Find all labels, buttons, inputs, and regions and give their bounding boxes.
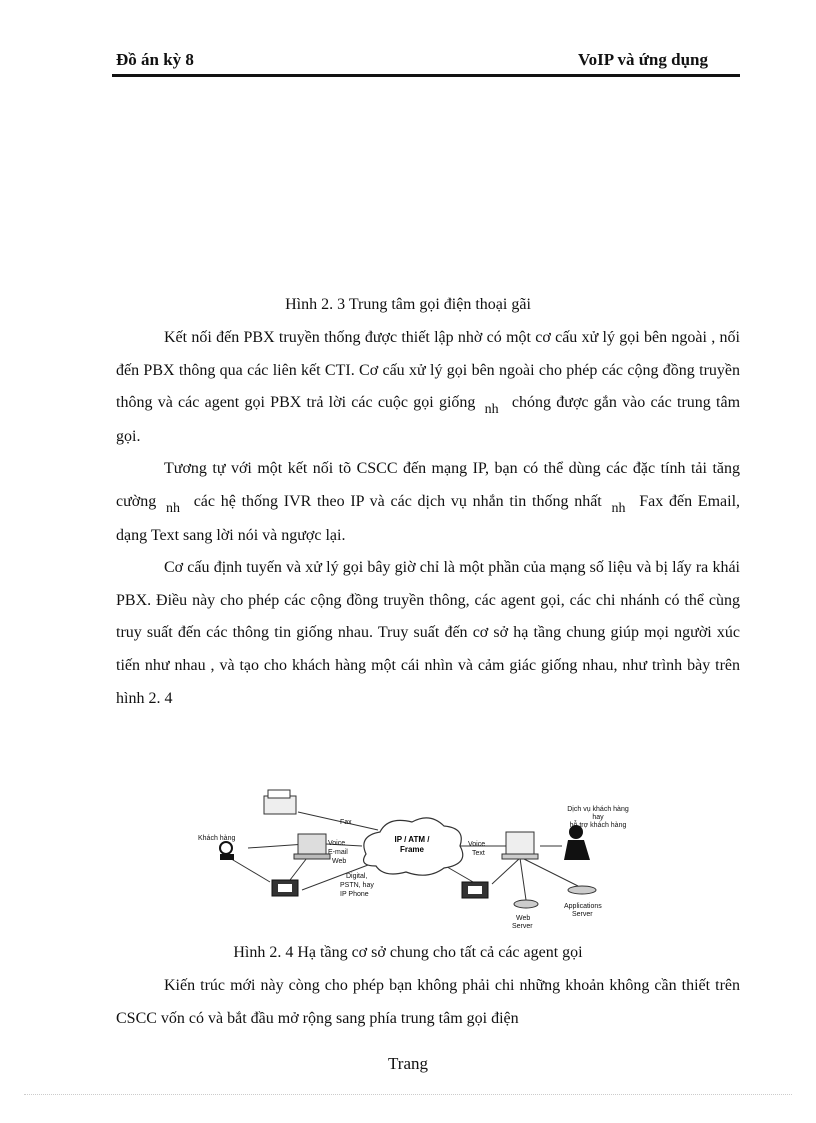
paragraph-2 xyxy=(116,453,740,552)
agent-icon xyxy=(564,825,590,860)
label-web-server-2: Server xyxy=(512,923,533,930)
label-email: E-mail xyxy=(328,849,348,856)
label-dichvu-3: hỗ trợ khách hàng xyxy=(569,822,627,829)
paragraph-4: Kiến trúc mới này còng cho phép bạn không phải chi những khoản không cần thiết trên CSCC vốn có và bắt đầu mở rộng sang phía trung tâm gọi điện xyxy=(116,977,740,1027)
figure-4-diagram xyxy=(180,782,660,947)
header-left: Đồ án kỳ 8 xyxy=(116,50,194,69)
body-text-top xyxy=(116,322,740,715)
right-phone-icon xyxy=(462,882,488,898)
label-fax: Fax xyxy=(340,819,352,826)
body-text-bottom xyxy=(116,970,740,1035)
p2-sub-2: nh xyxy=(611,500,626,516)
footer-dotted-line xyxy=(24,1094,792,1095)
label-digital-2: PSTN, hay xyxy=(340,882,374,889)
page-header xyxy=(112,46,740,77)
left-phone-icon xyxy=(272,880,298,896)
label-digital-3: IP Phone xyxy=(340,891,369,898)
cloud-label-1: IP / ATM / xyxy=(394,835,430,844)
p1-text-a: Kết nối đến PBX truyền thống được thiết lập nhờ có một cơ cấu xử lý gọi bên ngoài , nối đến PBX thông qua các liên kết CTI. Cơ cấu xử lý gọi bên ngoài cho phép các cộng đồng truyền thông và các agent gọi PBX trả lời các cuộc gọi giống xyxy=(116,329,740,412)
label-app-1: Applications xyxy=(564,903,602,910)
label-digital-1: Digital, xyxy=(346,873,368,880)
network-cloud xyxy=(364,818,463,875)
label-web: Web xyxy=(332,858,347,865)
p1-text-b: chóng được gắn vào các trung tâm gọi. xyxy=(116,394,741,445)
p2-text-b: các hệ thống IVR theo IP và các dịch vụ nhắn tin thống nhất xyxy=(193,492,602,510)
p2-text-c: Fax đến Email, dạng Text sang lời nói và ngược lại. xyxy=(116,492,741,544)
left-computer-icon xyxy=(294,834,330,859)
paragraph-1 xyxy=(116,322,740,453)
p2-sub-1: nh xyxy=(165,500,180,516)
label-voice-left: Voice xyxy=(328,840,346,847)
label-app-2: Server xyxy=(572,911,593,918)
figure-4-caption: Hình 2. 4 Hạ tầng cơ sở chung cho tất cả các agent gọi xyxy=(233,944,583,961)
right-computer-icon xyxy=(502,832,538,859)
p1-sub: nh xyxy=(484,402,499,418)
cloud-label-2: Frame xyxy=(399,845,425,854)
label-voice-right: Voice xyxy=(468,841,486,848)
paragraph-3: Cơ cấu định tuyến và xử lý gọi bây giờ chỉ là một phần của mạng số liệu và bị lấy ra khái PBX. Điều này cho phép các cộng đồng truyền thông, các agent gọi, các chi nhánh có thể cùng truy suất đến các thông tin giống nhau. Truy suất đến cơ sở hạ tầng chung giúp mọi người xúc tiến như nhau , và tạo cho khách hàng một cái nhìn và cảm giác giống nhau, như trình bày trên hình 2. 4 xyxy=(116,559,740,707)
customer-icon xyxy=(220,842,234,860)
page-label: Trang xyxy=(388,1054,428,1073)
figure-3-caption: Hình 2. 3 Trung tâm gọi điện thoại gãi xyxy=(285,296,531,313)
label-web-server-1: Web xyxy=(516,915,531,922)
header-right: VoIP và ứng dụng xyxy=(577,50,708,69)
fax-machine-icon xyxy=(264,790,296,814)
label-dichvu-1: Dịch vụ khách hàng xyxy=(567,806,629,813)
app-server-icon xyxy=(568,886,596,894)
label-khach-hang: Khách hàng xyxy=(198,835,236,842)
web-server-icon xyxy=(514,900,538,908)
p2-text-a: Tương tự với một kết nối tõ CSCC đến mạng IP, bạn có thể dùng các đặc tính tải tăng cường xyxy=(116,460,740,510)
label-dichvu-2: hay xyxy=(592,814,604,821)
label-text: Text xyxy=(472,850,485,857)
